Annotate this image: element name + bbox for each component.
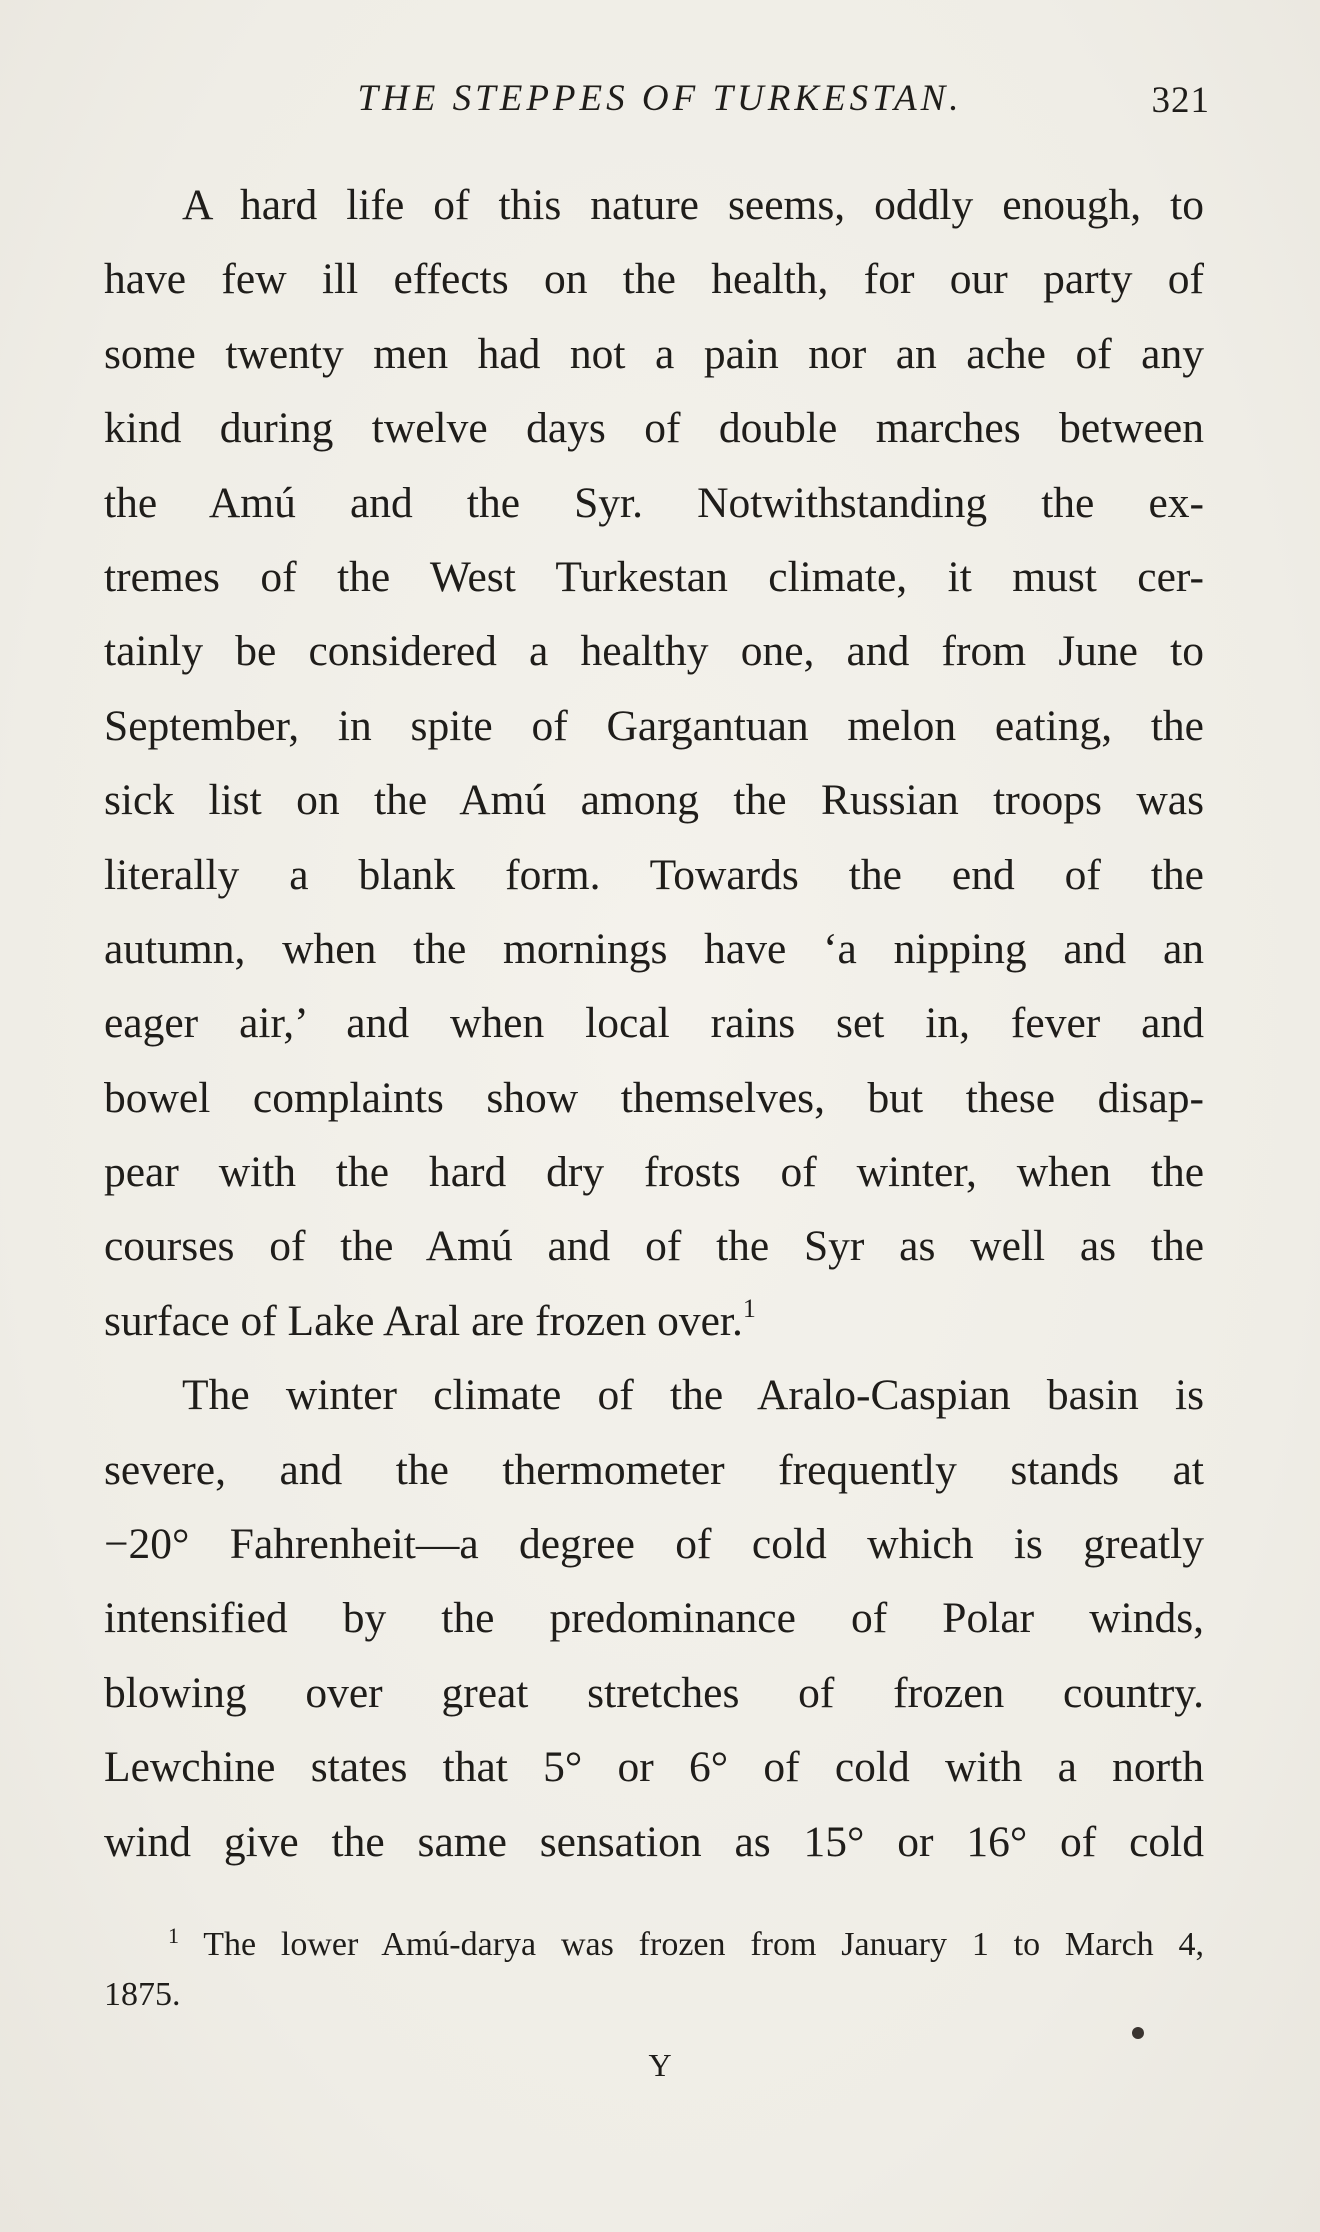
text-line: wind give the same sensation as 15° or 16° of cold bbox=[104, 1817, 1204, 1866]
footnote-marker: 1 bbox=[168, 1923, 179, 1948]
text-line: sick list on the Amú among the Russian troops was bbox=[104, 776, 1204, 825]
text-line: The winter climate of the Aralo-Caspian basin is bbox=[182, 1371, 1204, 1420]
text-line: eager air,’ and when local rains set in, fever and bbox=[104, 999, 1204, 1048]
running-title: THE STEPPES OF TURKESTAN. bbox=[357, 78, 963, 119]
text-line: surface of Lake Aral are frozen over. bbox=[104, 1296, 743, 1345]
footnote bbox=[104, 1920, 1204, 2020]
text-line: tainly be considered a healthy one, and from June to bbox=[104, 627, 1204, 676]
text-line: bowel complaints show themselves, but these disap- bbox=[104, 1073, 1204, 1122]
footnote-text: The lower Amú-darya was frozen from January 1 to March 4, bbox=[203, 1926, 1205, 1963]
footnote-line bbox=[104, 1920, 1204, 1970]
text-line: the Amú and the Syr. Notwithstanding the ex- bbox=[104, 478, 1204, 527]
text-line: severe, and the thermometer frequently stands at bbox=[104, 1445, 1204, 1494]
running-head bbox=[0, 74, 1320, 124]
footnote-reference: 1 bbox=[742, 1293, 756, 1323]
text-line: blowing over great stretches of frozen country. bbox=[104, 1668, 1204, 1717]
text-line: intensified by the predominance of Polar winds, bbox=[104, 1594, 1204, 1643]
text-line: some twenty men had not a pain nor an ache of any bbox=[104, 329, 1204, 378]
text-line: have few ill effects on the health, for our party of bbox=[104, 255, 1204, 304]
text-line: literally a blank form. Towards the end of the bbox=[104, 850, 1204, 899]
signature-mark: Y bbox=[648, 2047, 672, 2083]
text-line: A hard life of this nature seems, oddly enough, to bbox=[182, 181, 1204, 229]
ink-speck bbox=[1132, 2027, 1144, 2039]
text-line: −20° Fahrenheit—a degree of cold which is greatly bbox=[104, 1520, 1204, 1569]
text-line: autumn, when the mornings have ‘a nipping and an bbox=[104, 924, 1204, 973]
footnote-line-2: 1875. bbox=[104, 1976, 181, 2013]
text-line: tremes of the West Turkestan climate, it must cer- bbox=[104, 552, 1204, 601]
text-line: kind during twelve days of double marches between bbox=[104, 404, 1204, 453]
text-line: September, in spite of Gargantuan melon eating, the bbox=[104, 701, 1204, 750]
text-line: courses of the Amú and of the Syr as well as the bbox=[104, 1222, 1204, 1271]
body-text bbox=[104, 168, 1204, 1879]
page-number: 321 bbox=[1151, 80, 1210, 121]
text-line: Lewchine states that 5° or 6° of cold with a north bbox=[104, 1743, 1204, 1792]
text-line: pear with the hard dry frosts of winter, when the bbox=[104, 1148, 1204, 1197]
paragraph-end-line bbox=[104, 1284, 1204, 1358]
